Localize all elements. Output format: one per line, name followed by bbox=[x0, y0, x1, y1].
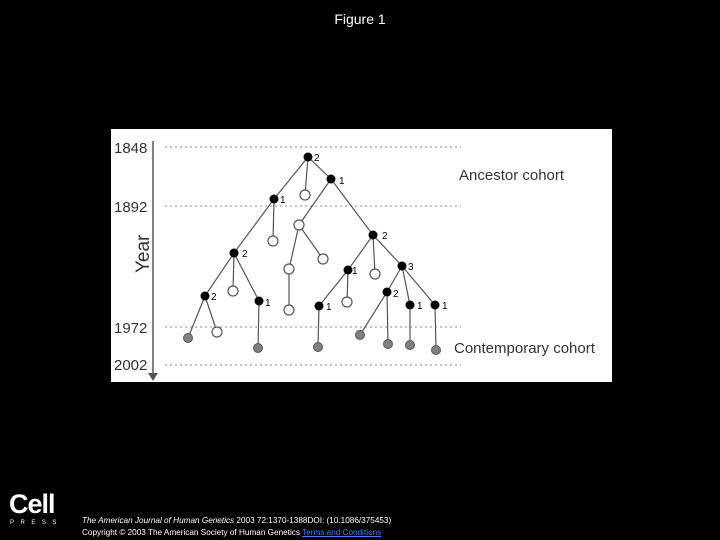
node-count-label: 2 bbox=[242, 249, 248, 260]
node-contemporary bbox=[406, 341, 415, 350]
citation-block bbox=[82, 515, 391, 539]
citation-journal: The American Journal of Human Genetics bbox=[82, 516, 235, 525]
node-filled bbox=[270, 195, 279, 204]
node-open bbox=[212, 327, 222, 337]
node-filled bbox=[327, 175, 336, 184]
citation-details: 2003 72:1370-1388DOI: (10.1086/375453) bbox=[234, 516, 392, 525]
copyright-line bbox=[82, 527, 391, 539]
node-count-label: 1 bbox=[442, 301, 448, 312]
node-count-label: 1 bbox=[417, 301, 423, 312]
node-filled bbox=[304, 153, 313, 162]
year-label-1892: 1892 bbox=[114, 199, 148, 216]
node-filled bbox=[369, 231, 378, 240]
node-filled bbox=[398, 262, 407, 271]
node-count-label: 2 bbox=[393, 289, 399, 300]
logo-press: PRESS bbox=[10, 520, 63, 526]
node-filled bbox=[406, 301, 415, 310]
node-count-label: 1 bbox=[265, 298, 271, 309]
node-open bbox=[294, 220, 304, 230]
genealogy-diagram bbox=[111, 129, 612, 382]
node-open bbox=[268, 236, 278, 246]
contemporary-cohort-label: Contemporary cohort bbox=[454, 340, 595, 357]
node-contemporary bbox=[384, 340, 393, 349]
node-open bbox=[284, 305, 294, 315]
node-filled bbox=[230, 249, 239, 258]
node-contemporary bbox=[356, 331, 365, 340]
open-nodes bbox=[212, 190, 380, 337]
node-open bbox=[370, 269, 380, 279]
year-axis-arrowhead bbox=[148, 373, 158, 381]
node-open bbox=[228, 286, 238, 296]
year-axis-title: Year bbox=[133, 234, 154, 273]
node-count-label: 1 bbox=[326, 302, 332, 313]
node-filled bbox=[383, 288, 392, 297]
node-contemporary bbox=[254, 344, 263, 353]
ancestor-cohort-label: Ancestor cohort bbox=[459, 167, 565, 184]
node-count-label: 3 bbox=[408, 262, 414, 273]
node-contemporary bbox=[432, 346, 441, 355]
slide-title: Figure 1 bbox=[334, 11, 386, 27]
year-label-2002: 2002 bbox=[114, 357, 148, 374]
node-count-label: 2 bbox=[211, 292, 217, 303]
node-contemporary bbox=[314, 343, 323, 352]
node-open bbox=[318, 254, 328, 264]
logo-word: Cell bbox=[9, 489, 55, 519]
node-count-label: 1 bbox=[352, 266, 358, 277]
node-count-label: 2 bbox=[382, 231, 388, 242]
copyright-text: Copyright © 2003 The American Society of Human Genetics bbox=[82, 528, 303, 537]
year-label-1972: 1972 bbox=[114, 320, 148, 337]
citation-line bbox=[82, 515, 391, 527]
tree-edges bbox=[188, 157, 436, 350]
year-label-1848: 1848 bbox=[114, 140, 148, 157]
node-open bbox=[300, 190, 310, 200]
terms-link[interactable]: Terms and Conditions bbox=[302, 528, 382, 537]
node-open bbox=[342, 297, 352, 307]
node-filled bbox=[431, 301, 440, 310]
cell-press-logo bbox=[9, 489, 65, 529]
node-filled bbox=[315, 302, 324, 311]
node-filled bbox=[255, 297, 264, 306]
node-open bbox=[284, 264, 294, 274]
node-count-label: 1 bbox=[339, 176, 345, 187]
node-filled bbox=[201, 292, 210, 301]
node-count-label: 2 bbox=[314, 153, 320, 164]
node-count-label: 1 bbox=[280, 195, 286, 206]
node-contemporary bbox=[184, 334, 193, 343]
